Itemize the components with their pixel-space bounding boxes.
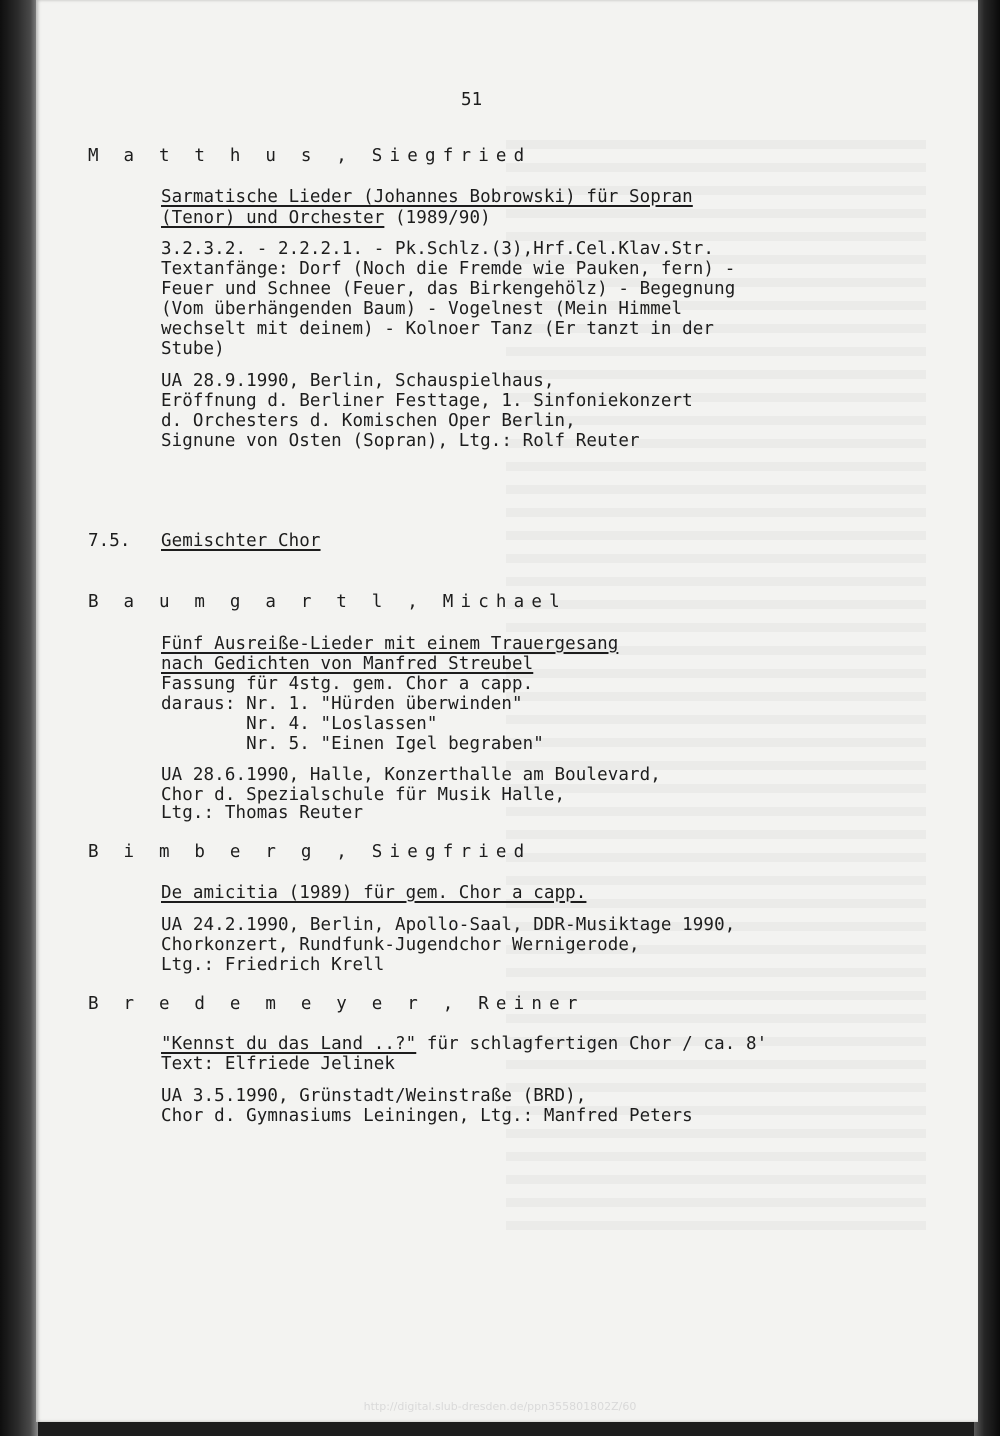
- premiere-line: UA 28.6.1990, Halle, Konzerthalle am Boulevard,: [161, 765, 661, 785]
- instrumentation-line: Stube): [161, 339, 225, 359]
- premiere-line: Chor d. Spezialschule für Musik Halle,: [161, 785, 566, 805]
- work-title-bredemeyer-underlined: "Kennst du das Land ..?": [161, 1034, 417, 1054]
- premiere-line: UA 3.5.1990, Grünstadt/Weinstraße (BRD),: [161, 1086, 587, 1106]
- detail-line: daraus: Nr. 1. "Hürden überwinden": [161, 694, 523, 714]
- composer-heading-bimberg: B i m b e r g , Siegfried: [88, 842, 532, 862]
- scan-left-edge: [0, 0, 38, 1436]
- document-page: [36, 0, 978, 1422]
- premiere-line: Ltg.: Thomas Reuter: [161, 803, 364, 823]
- work-title-bimberg: De amicitia (1989) für gem. Chor a capp.: [161, 883, 587, 903]
- composer-heading-bredemeyer: B r e d e m e y e r , Reiner: [88, 994, 585, 1014]
- work-title-bredemeyer-rest: für schlagfertigen Chor / ca. 8': [416, 1034, 768, 1054]
- premiere-line: Ltg.: Friedrich Krell: [161, 955, 385, 975]
- instrumentation-line: Feuer und Schnee (Feuer, das Birkengehölz) - Begegnung: [161, 279, 736, 299]
- work-title-baumgartl-line2: nach Gedichten von Manfred Streubel: [161, 654, 534, 674]
- detail-line: Nr. 4. "Loslassen": [161, 714, 438, 734]
- work-title-matthus-line2-underlined: (Tenor) und Orchester: [161, 208, 385, 228]
- detail-line: Nr. 5. "Einen Igel begraben": [161, 734, 544, 754]
- composer-heading-matthus: M a t t h u s , Siegfried: [88, 146, 532, 166]
- premiere-line: UA 28.9.1990, Berlin, Schauspielhaus,: [161, 371, 555, 391]
- premiere-line: Eröffnung d. Berliner Festtage, 1. Sinfoniekonzert: [161, 391, 693, 411]
- source-url-watermark: http://digital.slub-dresden.de/ppn355801802Z/60: [363, 1400, 637, 1413]
- work-title-matthus-line2-year: (1989/90): [384, 208, 491, 228]
- work-title-bredemeyer: [161, 1033, 767, 1055]
- instrumentation-line: Textanfänge: Dorf (Noch die Fremde wie Pauken, fern) -: [161, 259, 736, 279]
- detail-line: Fassung für 4stg. gem. Chor a capp.: [161, 674, 534, 694]
- premiere-line: Chorkonzert, Rundfunk-Jugendchor Wernigerode,: [161, 935, 640, 955]
- premiere-line: UA 24.2.1990, Berlin, Apollo-Saal, DDR-Musiktage 1990,: [161, 915, 736, 935]
- instrumentation-line: (Vom überhängenden Baum) - Vogelnest (Mein Himmel: [161, 299, 683, 319]
- work-title-matthus-line2: [161, 207, 491, 229]
- premiere-line: d. Orchesters d. Komischen Oper Berlin,: [161, 411, 576, 431]
- premiere-line: Chor d. Gymnasiums Leiningen, Ltg.: Manfred Peters: [161, 1106, 693, 1126]
- work-title-matthus-line1: Sarmatische Lieder (Johannes Bobrowski) für Sopran: [161, 187, 693, 207]
- chapter-number: 7.5.: [88, 531, 131, 551]
- premiere-line: Signune von Osten (Sopran), Ltg.: Rolf Reuter: [161, 431, 640, 451]
- text-author-line: Text: Elfriede Jelinek: [161, 1054, 395, 1074]
- instrumentation-line: 3.2.3.2. - 2.2.2.1. - Pk.Schlz.(3),Hrf.Cel.Klav.Str.: [161, 239, 715, 259]
- page-number: 51: [461, 90, 483, 110]
- instrumentation-line: wechselt mit deinem) - Kolnoer Tanz (Er tanzt in der: [161, 319, 715, 339]
- work-title-baumgartl-line1: Fünf Ausreiße-Lieder mit einem Trauergesang: [161, 634, 619, 654]
- composer-heading-baumgartl: B a u m g a r t l , Michael: [88, 592, 567, 612]
- chapter-title: Gemischter Chor: [161, 531, 321, 551]
